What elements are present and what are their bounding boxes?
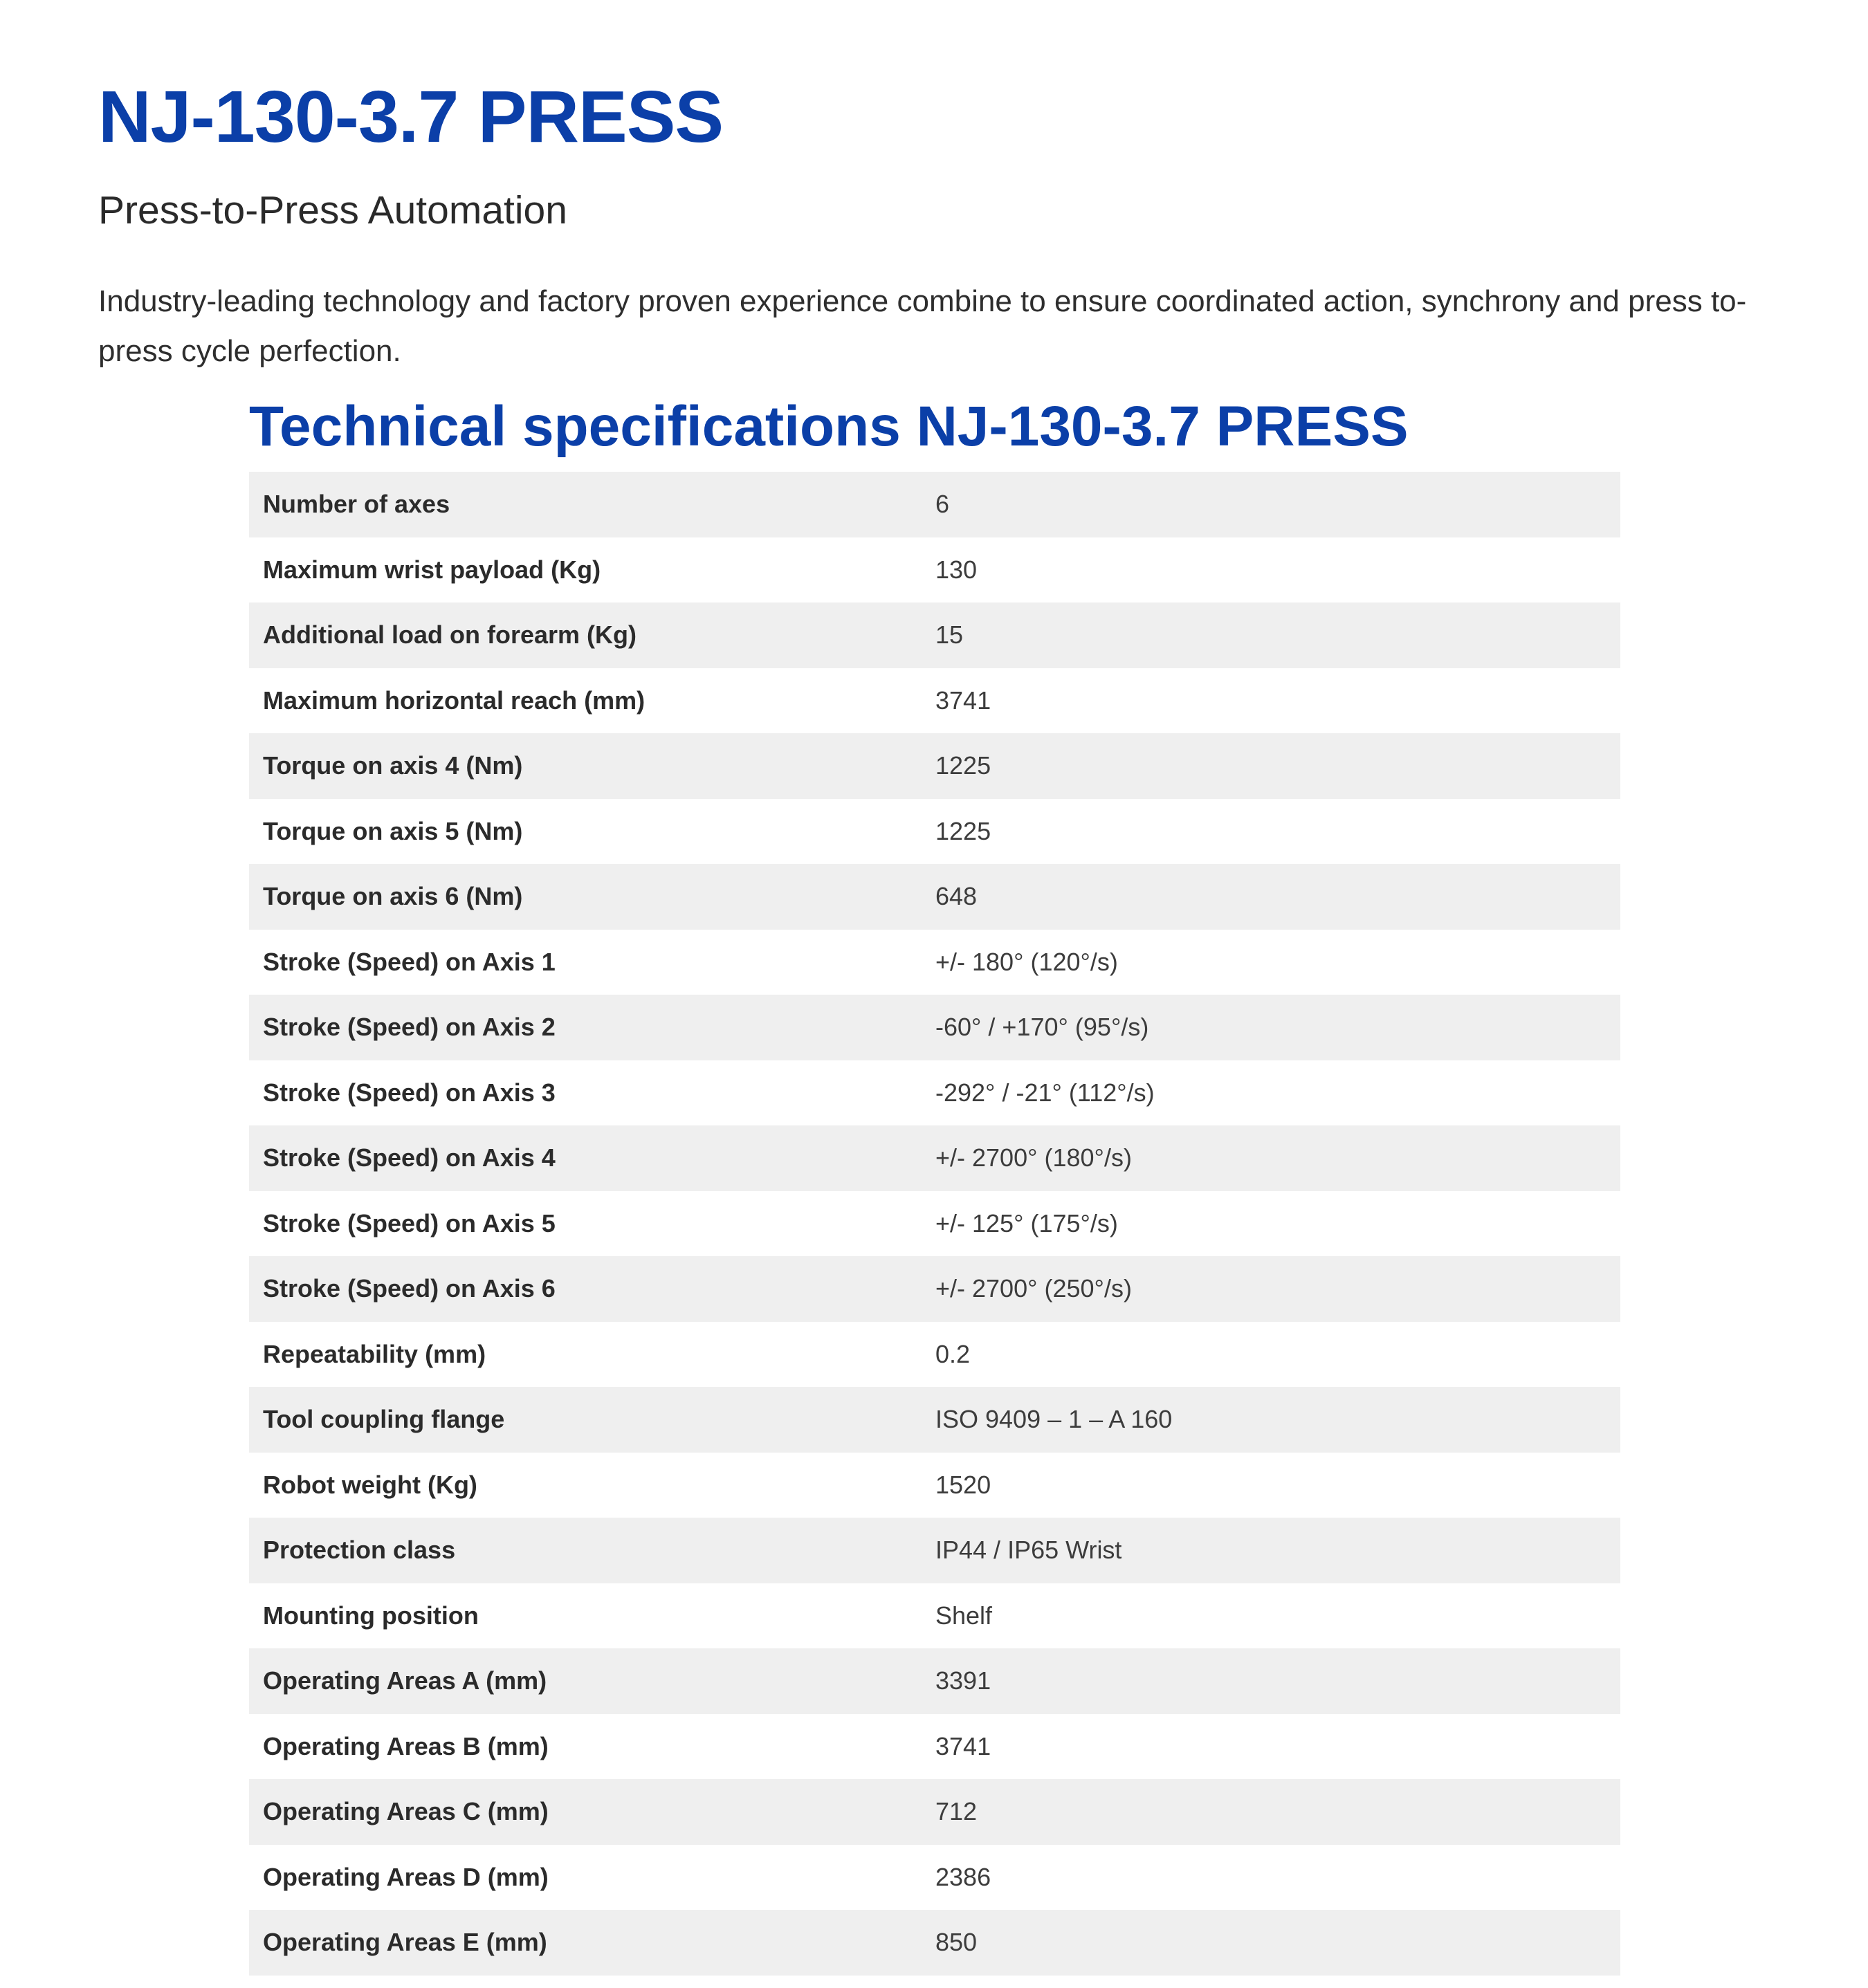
spec-value: +/- 2700° (180°/s): [935, 1143, 1132, 1172]
spec-value: 130: [935, 555, 978, 584]
table-row: [249, 1583, 1620, 1649]
spec-label: Torque on axis 6 (Nm): [263, 882, 523, 911]
spec-label: Stroke (Speed) on Axis 3: [263, 1078, 556, 1107]
table-row: [249, 1060, 1620, 1126]
table-row: [249, 1518, 1620, 1583]
spec-label: Robot weight (Kg): [263, 1470, 477, 1499]
spec-value: +/- 2700° (250°/s): [935, 1274, 1132, 1303]
spec-label: Operating Areas B (mm): [263, 1731, 549, 1760]
spec-table-body: [249, 472, 1620, 1976]
spec-value: 712: [935, 1797, 978, 1826]
table-row: [249, 995, 1620, 1060]
spec-value: 3741: [935, 1731, 991, 1760]
spec-value: -292° / -21° (112°/s): [935, 1078, 1155, 1107]
spec-label: Operating Areas D (mm): [263, 1862, 549, 1891]
table-row: [249, 930, 1620, 995]
spec-value: 850: [935, 1928, 978, 1957]
spec-value: 2386: [935, 1862, 991, 1891]
spec-value: -60° / +170° (95°/s): [935, 1013, 1149, 1042]
spec-label: Operating Areas A (mm): [263, 1666, 547, 1695]
spec-label: Stroke (Speed) on Axis 5: [263, 1208, 556, 1237]
spec-label: Stroke (Speed) on Axis 2: [263, 1013, 556, 1042]
table-row: [249, 1191, 1620, 1257]
spec-value: 6: [935, 490, 950, 519]
spec-label: Stroke (Speed) on Axis 6: [263, 1274, 556, 1303]
table-row: [249, 472, 1620, 537]
table-row: [249, 1648, 1620, 1714]
spec-label: Maximum wrist payload (Kg): [263, 555, 601, 584]
spec-label: Repeatability (mm): [263, 1339, 486, 1368]
spec-value: ISO 9409 – 1 – A 160: [935, 1405, 1173, 1434]
spec-value: 1225: [935, 816, 991, 845]
product-subtitle: Press-to-Press Automation: [98, 188, 567, 232]
spec-value: 1520: [935, 1470, 991, 1499]
spec-value: 3391: [935, 1666, 991, 1695]
table-row: [249, 1256, 1620, 1322]
spec-table: [249, 472, 1620, 1976]
spec-value: 15: [935, 620, 964, 650]
spec-value: Shelf: [935, 1601, 993, 1630]
spec-label: Number of axes: [263, 490, 450, 519]
table-row: [249, 733, 1620, 799]
table-row: [249, 1845, 1620, 1911]
table-row: [249, 668, 1620, 734]
spec-label: Torque on axis 4 (Nm): [263, 751, 523, 780]
product-title: NJ-130-3.7 PRESS: [98, 76, 724, 158]
table-row: [249, 1714, 1620, 1780]
table-row: [249, 799, 1620, 865]
spec-label: Protection class: [263, 1536, 456, 1565]
table-row: [249, 537, 1620, 603]
spec-value: +/- 125° (175°/s): [935, 1208, 1118, 1237]
spec-label: Maximum horizontal reach (mm): [263, 685, 645, 715]
spec-label: Additional load on forearm (Kg): [263, 620, 637, 650]
spec-value: 648: [935, 882, 978, 911]
spec-value: 0.2: [935, 1339, 971, 1368]
spec-label: Stroke (Speed) on Axis 4: [263, 1143, 556, 1172]
table-row: [249, 1453, 1620, 1518]
table-row: [249, 602, 1620, 668]
spec-heading: Technical specifications NJ-130-3.7 PRESS: [249, 395, 1409, 458]
spec-label: Operating Areas E (mm): [263, 1928, 547, 1957]
spec-value: IP44 / IP65 Wrist: [935, 1536, 1122, 1565]
table-row: [249, 1779, 1620, 1845]
spec-value: 1225: [935, 751, 991, 780]
table-row: [249, 1387, 1620, 1453]
spec-label: Tool coupling flange: [263, 1405, 505, 1434]
spec-label: Torque on axis 5 (Nm): [263, 816, 523, 845]
table-row: [249, 1322, 1620, 1388]
spec-label: Mounting position: [263, 1601, 479, 1630]
spec-label: Stroke (Speed) on Axis 1: [263, 947, 556, 976]
product-description: Industry-leading technology and factory proven experience combine to ensure coordinated action, synchrony and press to-press cycle perfection.: [98, 284, 1747, 368]
spec-value: +/- 180° (120°/s): [935, 947, 1118, 976]
spec-value: 3741: [935, 685, 991, 715]
table-row: [249, 1125, 1620, 1191]
spec-label: Operating Areas C (mm): [263, 1797, 549, 1826]
table-row: [249, 1910, 1620, 1976]
table-row: [249, 864, 1620, 930]
